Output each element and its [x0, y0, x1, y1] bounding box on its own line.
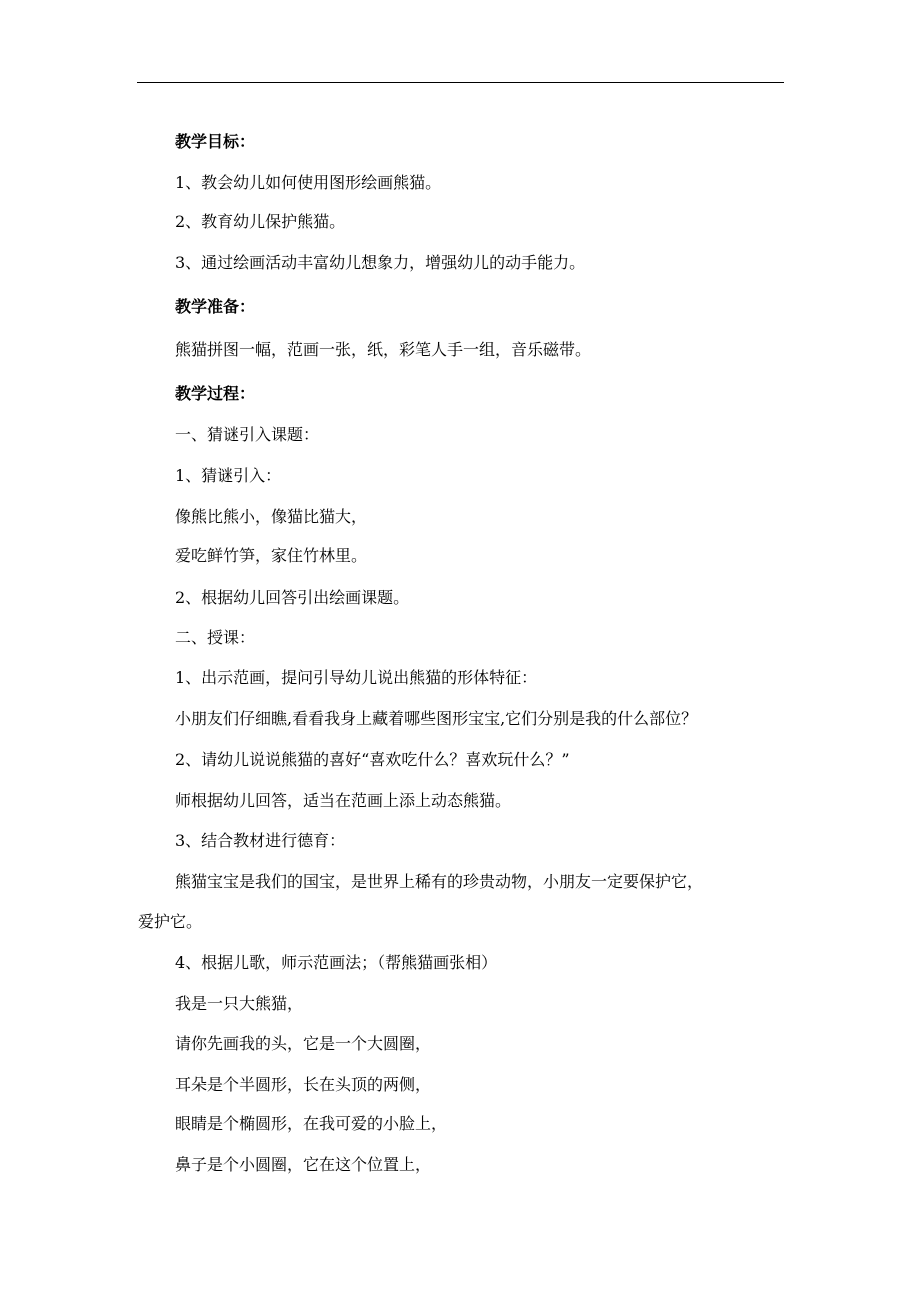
process-substep: 4、根据儿歌，师示范画法；（帮熊猫画张相） [175, 953, 498, 972]
process-substep: 3、结合教材进行德育： [175, 831, 346, 850]
section-heading-preparation: 教学准备： [175, 297, 256, 316]
song-line: 我是一只大熊猫， [175, 994, 304, 1013]
goal-item-1: 1、教会幼儿如何使用图形绘画熊猫。 [175, 173, 442, 192]
process-substep: 2、根据幼儿回答引出绘画课题。 [175, 588, 410, 607]
process-step-heading-1: 一、猜谜引入课题： [175, 425, 320, 444]
process-step-heading-2: 二、授课： [175, 628, 256, 647]
moral-education-text-cont: 爱护它。 [138, 912, 203, 931]
song-line: 请你先画我的头，它是一个大圆圈， [175, 1034, 432, 1053]
riddle-line-2: 爱吃鲜竹笋，家住竹林里。 [175, 546, 368, 565]
goal-item-2: 2、教育幼儿保护熊猫。 [175, 212, 346, 231]
song-line: 耳朵是个半圆形，长在头顶的两侧， [175, 1075, 432, 1094]
process-substep: 2、请幼儿说说熊猫的喜好“喜欢吃什么？喜欢玩什么？” [175, 750, 570, 769]
process-substep: 1、出示范画，提问引导幼儿说出熊猫的形体特征： [175, 668, 538, 687]
goal-item-3: 3、通过绘画活动丰富幼儿想象力，增强幼儿的动手能力。 [175, 253, 586, 272]
section-heading-process: 教学过程： [175, 384, 256, 403]
song-line: 眼睛是个椭圆形，在我可爱的小脸上， [175, 1114, 448, 1133]
process-text: 小朋友们仔细瞧,看看我身上藏着哪些图形宝宝,它们分别是我的什么部位？ [175, 709, 698, 728]
riddle-line-1: 像熊比熊小，像猫比猫大， [175, 507, 368, 526]
section-heading-goals: 教学目标： [175, 132, 256, 151]
moral-education-text: 熊猫宝宝是我们的国宝，是世界上稀有的珍贵动物，小朋友一定要保护它， [175, 872, 704, 891]
process-substep: 1、猜谜引入： [175, 466, 282, 485]
preparation-text: 熊猫拼图一幅，范画一张，纸，彩笔人手一组，音乐磁带。 [175, 340, 592, 359]
song-line: 鼻子是个小圆圈，它在这个位置上， [175, 1155, 432, 1174]
process-text: 师根据幼儿回答，适当在范画上添上动态熊猫。 [175, 791, 512, 810]
header-rule [137, 82, 784, 83]
